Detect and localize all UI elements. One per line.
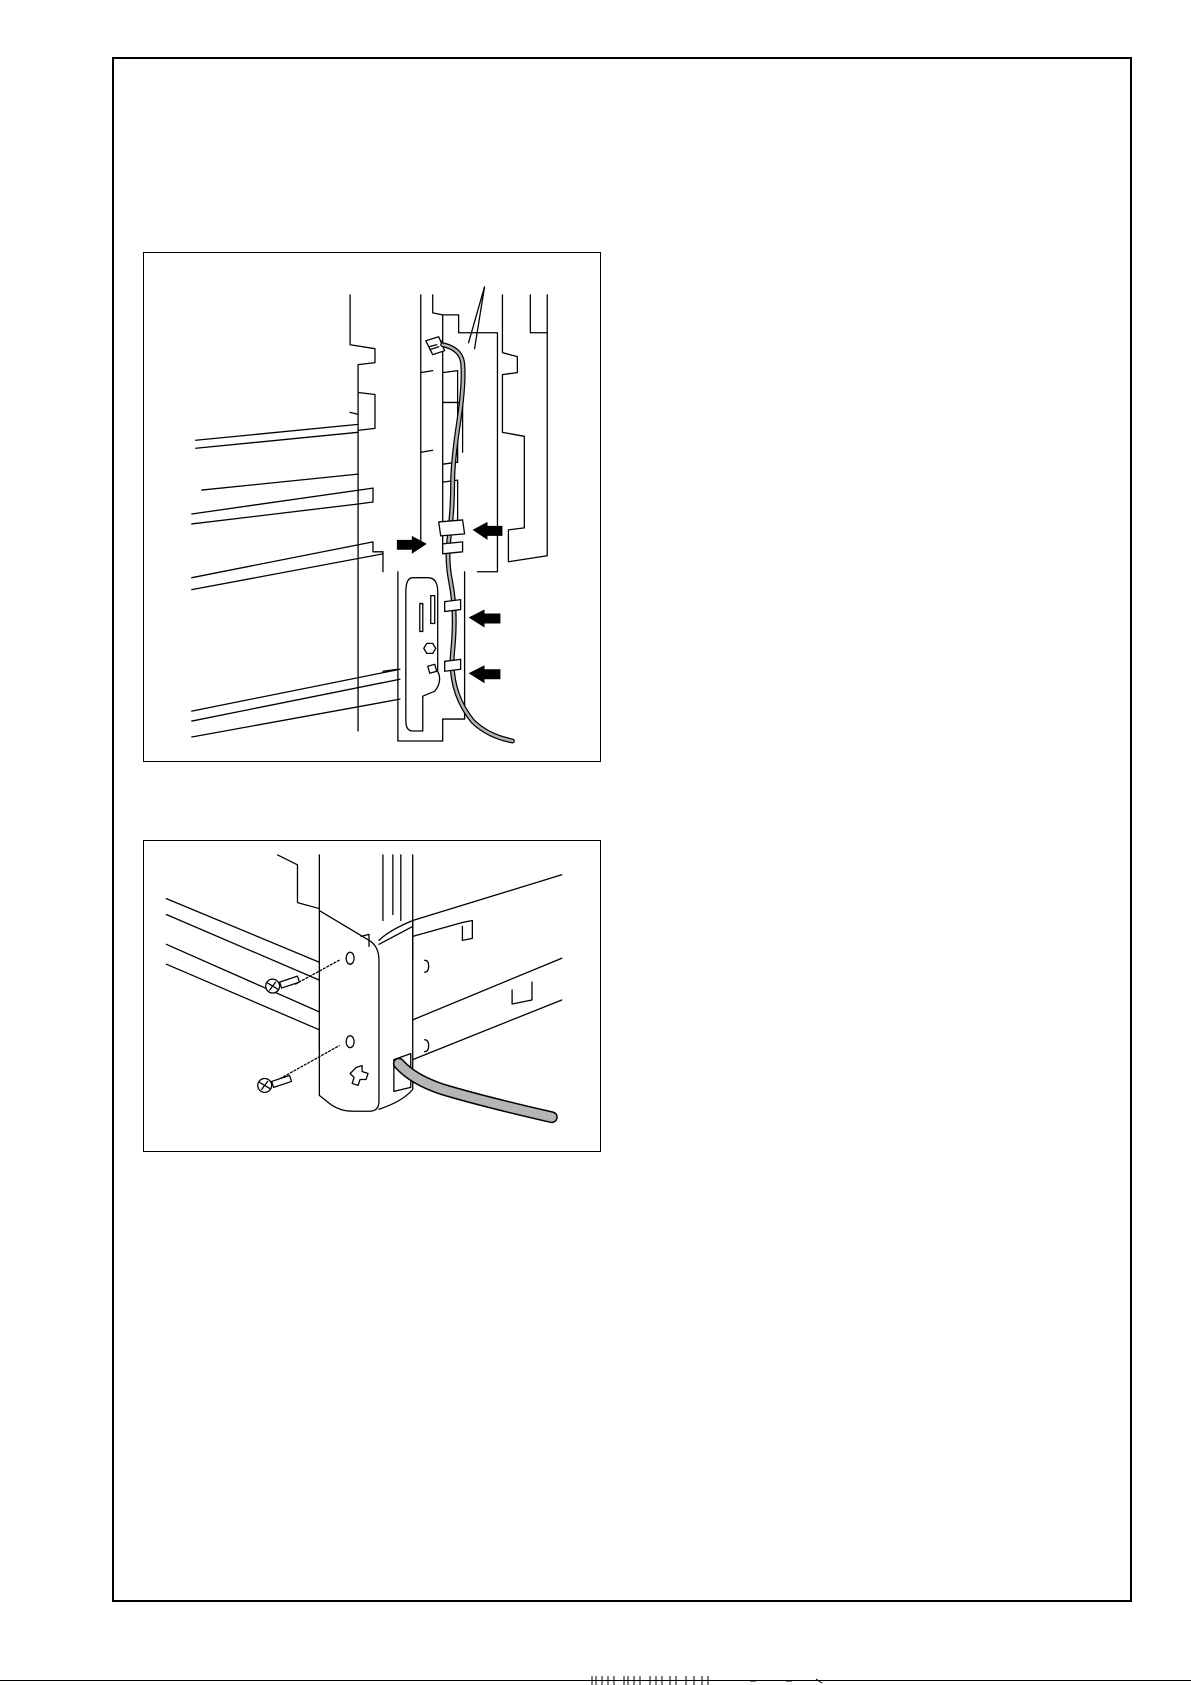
cable-routing-diagram bbox=[144, 253, 600, 761]
bracket-screws-diagram bbox=[144, 841, 600, 1151]
cable-routing-illustration bbox=[143, 252, 601, 762]
footer-registration-marks bbox=[590, 1676, 850, 1685]
registration-marks-icon bbox=[590, 1676, 850, 1685]
bracket-install-illustration bbox=[143, 840, 601, 1152]
